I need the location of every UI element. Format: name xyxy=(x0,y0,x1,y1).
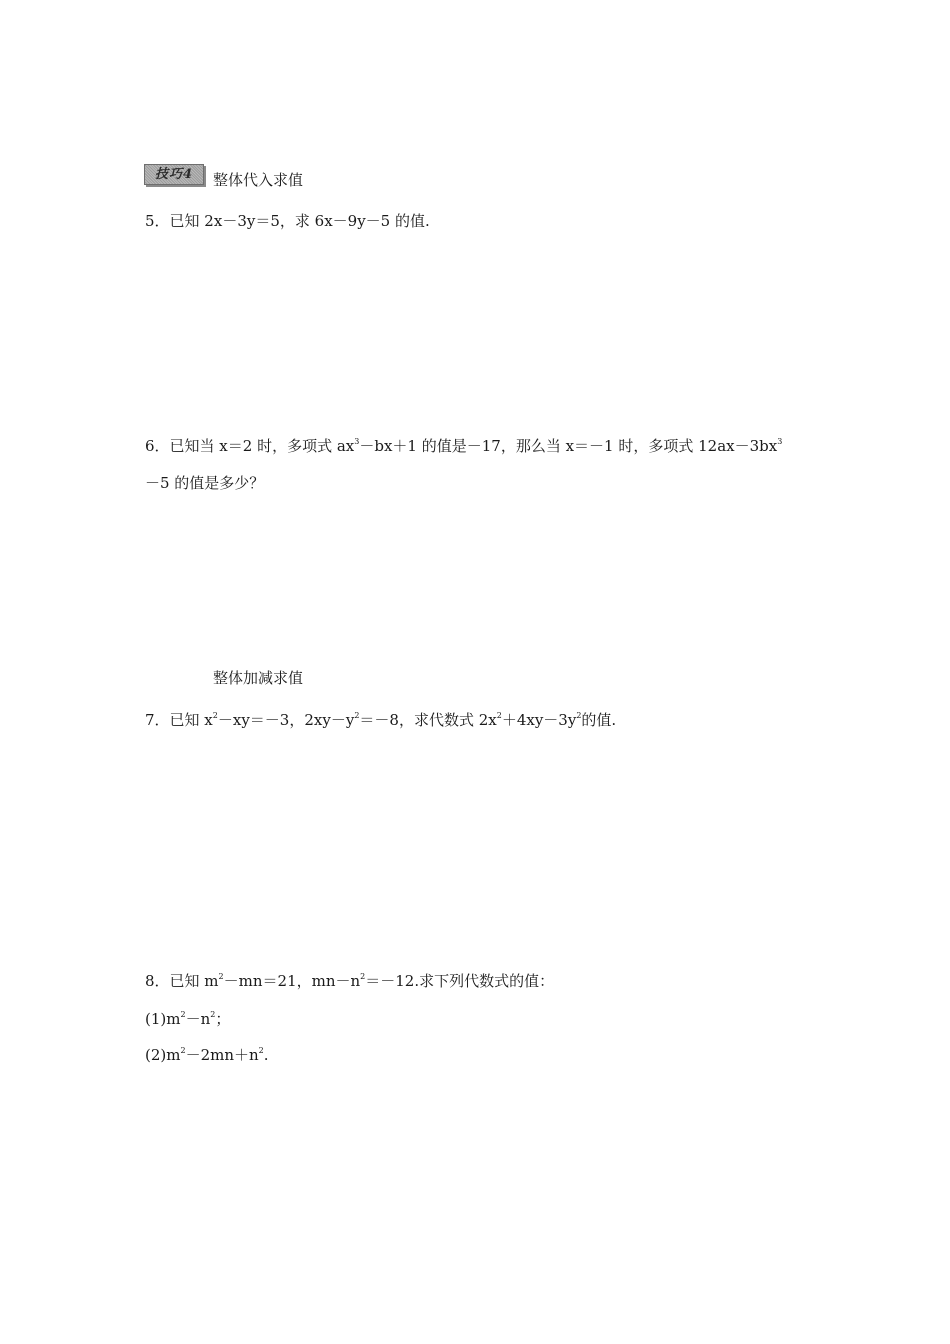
q8-text-1: 8．已知 m xyxy=(145,972,219,990)
q7-text-2: －xy＝－3，2xy－y xyxy=(217,711,355,729)
section-title-add-subtract: 整体加减求值 xyxy=(213,669,304,687)
question-7 xyxy=(145,710,616,730)
q7-text-3: ＝－8，求代数式 2x xyxy=(359,711,497,729)
question-8-part-1 xyxy=(145,1009,230,1029)
question-5: 5．已知 2x－3y＝5，求 6x－9y－5 的值. xyxy=(145,212,430,230)
q8-1-exponent-2: 2 xyxy=(210,1010,216,1019)
question-8 xyxy=(145,971,554,991)
question-6-line-2: －5 的值是多少？ xyxy=(145,474,265,492)
q8-2-exponent-1: 2 xyxy=(180,1046,186,1055)
q7-exponent-2: 2 xyxy=(354,711,360,720)
q8-2-text-2: －2mn＋n xyxy=(185,1046,259,1064)
q7-text-4: ＋4xy－3y xyxy=(501,711,577,729)
q6-text-a: 6．已知当 x＝2 时，多项式 ax xyxy=(145,437,355,455)
q8-2-text-3: . xyxy=(263,1046,269,1064)
q8-2-exponent-2: 2 xyxy=(258,1046,264,1055)
q7-exponent-3: 2 xyxy=(496,711,502,720)
q8-exponent-1: 2 xyxy=(218,972,224,981)
q6-text-b: －bx＋1 的值是－17，那么当 x＝－1 时，多项式 12ax－3bx xyxy=(359,437,778,455)
q8-1-text-3: ； xyxy=(215,1010,231,1028)
question-8-part-2 xyxy=(145,1045,269,1065)
q8-1-text-1: (1)m xyxy=(145,1010,181,1028)
q8-text-2: －mn＝21，mn－n xyxy=(223,972,361,990)
q7-exponent-1: 2 xyxy=(212,711,218,720)
q7-exponent-4: 2 xyxy=(576,711,582,720)
q6-exponent-2: 3 xyxy=(777,437,783,446)
q8-1-text-2: －n xyxy=(185,1010,211,1028)
question-6-line-1 xyxy=(145,436,782,456)
q6-exponent-1: 3 xyxy=(354,437,360,446)
q8-2-text-1: (2)m xyxy=(145,1046,181,1064)
technique-badge: 技巧4 xyxy=(144,164,204,185)
q8-1-exponent-1: 2 xyxy=(180,1010,186,1019)
q7-text-1: 7．已知 x xyxy=(145,711,213,729)
section-title-substitution: 整体代入求值 xyxy=(213,171,304,189)
q8-exponent-2: 2 xyxy=(360,972,366,981)
q7-text-5: 的值. xyxy=(581,711,617,729)
q8-text-3: ＝－12.求下列代数式的值： xyxy=(365,972,555,990)
